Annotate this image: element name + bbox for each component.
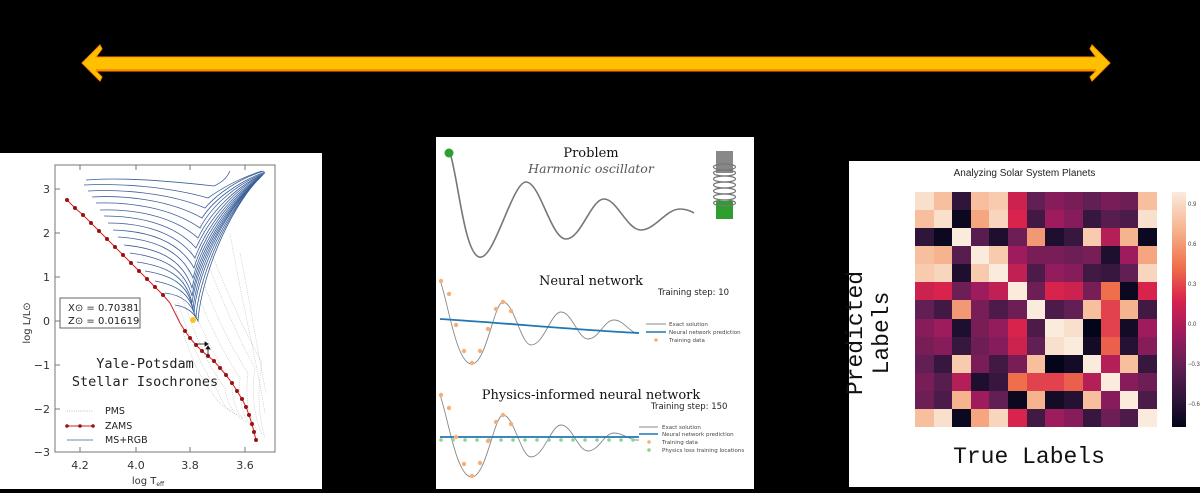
heatmap-cell: [1083, 282, 1102, 300]
heatmap-cell: [1064, 192, 1083, 210]
heatmap-cell: [1120, 391, 1139, 409]
heatmap-cell: [1138, 228, 1157, 246]
heatmap-cell: [952, 282, 971, 300]
heatmap-cell: [915, 373, 934, 391]
heatmap-cell: [989, 373, 1008, 391]
heatmap-cell: [1064, 373, 1083, 391]
heatmap-cell: [1101, 409, 1120, 427]
pinn-training-step: Training step: 150: [651, 402, 728, 412]
heatmap-cell: [1027, 264, 1046, 282]
heatmap-cell: [1027, 319, 1046, 337]
heatmap-cell: [1101, 337, 1120, 355]
heatmap-cell: [1064, 246, 1083, 264]
arrow-shape: [82, 45, 1110, 81]
heatmap-cell: [1120, 337, 1139, 355]
heatmap-cell: [1138, 264, 1157, 282]
heatmap-cell: [1045, 355, 1064, 373]
heatmap-cell: [1008, 409, 1027, 427]
heatmap-cell: [915, 228, 934, 246]
heatmap-cell: [1064, 300, 1083, 318]
heatmap-cell: [1045, 409, 1064, 427]
heatmap-cell: [1064, 228, 1083, 246]
heatmap-cell: [1120, 192, 1139, 210]
heatmap-cell: [934, 210, 953, 228]
heatmap-cell: [1083, 264, 1102, 282]
heatmap-cell: [1120, 319, 1139, 337]
isochrone-chart: [0, 153, 322, 489]
y-tick: −2: [33, 403, 50, 416]
problem-title: Problem: [563, 146, 619, 161]
heatmap-cell: [989, 355, 1008, 373]
heatmap-cell: [952, 391, 971, 409]
heatmap-cell: [1064, 409, 1083, 427]
heatmap-cell: [1064, 391, 1083, 409]
legend: [65, 406, 147, 446]
heatmap-cell: [1138, 409, 1157, 427]
heatmap-cell: [1027, 192, 1046, 210]
nn-training-step: Training step: 10: [658, 288, 730, 298]
heatmap-cell: [1120, 373, 1139, 391]
x-composition: X⊙ = 0.70381: [68, 303, 140, 314]
heatmap-cell: [1045, 373, 1064, 391]
legend-prediction: Neural network prediction: [669, 330, 741, 336]
heatmap-cell: [915, 355, 934, 373]
heatmap-cell: [1101, 355, 1120, 373]
legend-exact: Exact solution: [669, 322, 708, 328]
heatmap-cell: [1083, 319, 1102, 337]
heatmap-cell: [1027, 391, 1046, 409]
heatmap-cell: [971, 264, 990, 282]
heatmap-cell: [1138, 246, 1157, 264]
heatmap-cell: [952, 319, 971, 337]
heatmap-cell: [1027, 373, 1046, 391]
y-tick: 3: [43, 183, 50, 196]
heatmap-cell: [915, 319, 934, 337]
heatmap-cell: [952, 300, 971, 318]
heatmap-title: Analyzing Solar System Planets: [953, 168, 1096, 179]
heatmap-cell: [1064, 282, 1083, 300]
y-axis-label: log L/L⊙: [22, 302, 33, 344]
heatmap-cell: [1083, 192, 1102, 210]
heatmap-cell: [1138, 337, 1157, 355]
heatmap-cell: [989, 192, 1008, 210]
legend-training: Training data: [662, 440, 698, 446]
heatmap-cell: [1008, 210, 1027, 228]
legend-zams: ZAMS: [105, 421, 133, 432]
heatmap-cell: [1027, 228, 1046, 246]
heatmap-cell: [1045, 210, 1064, 228]
heatmap-cell: [1064, 210, 1083, 228]
heatmap-cell: [1045, 337, 1064, 355]
colorbar-tick: −0.6: [1188, 402, 1200, 408]
heatmap-cell: [952, 373, 971, 391]
heatmap-cell: [1008, 246, 1027, 264]
heatmap-cell: [1027, 337, 1046, 355]
heatmap-cell: [1045, 300, 1064, 318]
heatmap-cell: [1027, 300, 1046, 318]
heatmap-cell: [989, 210, 1008, 228]
heatmap-cell: [1138, 355, 1157, 373]
heatmap-cell: [971, 246, 990, 264]
heatmap-cell: [1083, 373, 1102, 391]
heatmap-cell: [971, 192, 990, 210]
heatmap-cell: [1045, 228, 1064, 246]
pinn-title: Physics-informed neural network: [481, 388, 701, 403]
heatmap-cell: [1120, 228, 1139, 246]
heatmap-cell: [1045, 319, 1064, 337]
legend-prediction: Neural network prediction: [662, 432, 734, 438]
heatmap-cell: [934, 282, 953, 300]
x-tick: 3.8: [181, 459, 199, 472]
heatmap-cell: [934, 228, 953, 246]
pinn-diagram: [436, 137, 754, 489]
heatmap-cell: [934, 300, 953, 318]
heatmap-y-label: Predicted Labels: [843, 270, 895, 396]
heatmap-cell: [989, 300, 1008, 318]
pinn-training-points: [439, 393, 513, 478]
heatmap-cell: [1083, 246, 1102, 264]
problem-subtitle: Harmonic oscillator: [528, 161, 654, 176]
y-tick: −3: [33, 446, 50, 459]
heatmap-cell: [915, 337, 934, 355]
heatmap-cell: [971, 210, 990, 228]
pointer-arrows-icon: [196, 342, 210, 356]
heatmap-cell: [971, 409, 990, 427]
heatmap-cell: [1064, 337, 1083, 355]
heatmap-cell: [1101, 246, 1120, 264]
heatmap-cell: [1083, 409, 1102, 427]
heatmap-cell: [1064, 319, 1083, 337]
heatmap-cell: [1101, 264, 1120, 282]
colorbar-tick: 0.3: [1188, 282, 1197, 288]
heatmap-cell: [989, 228, 1008, 246]
legend-training: Training data: [669, 338, 705, 344]
colorbar: [1172, 192, 1186, 427]
heatmap-cell: [1008, 355, 1027, 373]
nn-legend: [646, 322, 741, 344]
heatmap-cell: [1083, 210, 1102, 228]
heatmap-cell: [934, 319, 953, 337]
heatmap-cell: [971, 337, 990, 355]
heatmap-cell: [1008, 319, 1027, 337]
chart-title-line2: Stellar Isochrones: [71, 374, 219, 390]
heatmap-cell: [1008, 300, 1027, 318]
heatmap-cell: [1083, 391, 1102, 409]
z-composition: Z⊙ = 0.01619: [68, 316, 140, 327]
heatmap-cell: [971, 228, 990, 246]
heatmap-cell: [1045, 282, 1064, 300]
heatmap-cell: [952, 409, 971, 427]
spring-mass-icon: [714, 151, 736, 219]
heatmap-cell: [1083, 355, 1102, 373]
heatmap-cell: [934, 355, 953, 373]
heatmap-cell: [934, 246, 953, 264]
heatmap-cell: [971, 391, 990, 409]
legend-physics-loss: Physics loss training locations: [662, 448, 745, 454]
isochrone-chart-card: [0, 153, 322, 489]
heatmap-cell: [1027, 409, 1046, 427]
heatmap-cell: [1101, 391, 1120, 409]
heatmap-cell: [989, 409, 1008, 427]
heatmap-cell: [1008, 264, 1027, 282]
heatmap-cell: [989, 264, 1008, 282]
heatmap-cell: [1138, 391, 1157, 409]
heatmap-cell: [1027, 210, 1046, 228]
heatmap-cell: [1064, 355, 1083, 373]
heatmap-cell: [934, 264, 953, 282]
x-tick: 4.0: [127, 459, 145, 472]
chart-title-line1: Yale-Potsdam: [96, 356, 194, 372]
heatmap-cell: [952, 246, 971, 264]
heatmap-cell: [934, 373, 953, 391]
heatmap-cell: [1008, 282, 1027, 300]
heatmap-cell: [971, 373, 990, 391]
heatmap-cell: [934, 337, 953, 355]
heatmap-cell: [952, 228, 971, 246]
heatmap-cell: [952, 355, 971, 373]
heatmap-cell: [1101, 373, 1120, 391]
pinn-exact-curve: [440, 395, 639, 477]
heatmap-cell: [1083, 228, 1102, 246]
heatmap-x-label: True Labels: [953, 444, 1105, 470]
legend-exact: Exact solution: [662, 425, 701, 431]
heatmap-cell: [1101, 192, 1120, 210]
heatmap-cell: [1120, 246, 1139, 264]
heatmap-cell: [952, 264, 971, 282]
y-tick: −1: [33, 359, 50, 372]
heatmap-cell: [952, 210, 971, 228]
physics-loss-points: [439, 438, 635, 442]
heatmap-cell: [1120, 282, 1139, 300]
y-tick: 1: [43, 271, 50, 284]
heatmap-cell: [1120, 264, 1139, 282]
heatmap-cell: [971, 282, 990, 300]
heatmap-cell: [1008, 391, 1027, 409]
heatmap-cell: [1083, 300, 1102, 318]
heatmap-cell: [915, 210, 934, 228]
double-headed-arrow-icon: [0, 0, 1200, 140]
pinn-legend: [639, 425, 744, 454]
heatmap-cell: [934, 192, 953, 210]
heatmap-cell: [915, 264, 934, 282]
heatmap-cell: [1083, 337, 1102, 355]
heatmap-cell: [1027, 246, 1046, 264]
heatmap-cell: [1138, 282, 1157, 300]
heatmap-cell: [971, 319, 990, 337]
heatmap-cell: [1101, 300, 1120, 318]
heatmap-cell: [915, 192, 934, 210]
heatmap-cell: [1120, 210, 1139, 228]
y-tick: 2: [43, 227, 50, 240]
heatmap-cell: [915, 246, 934, 264]
colorbar-tick: 0.9: [1188, 202, 1197, 208]
legend-msrgb: MS+RGB: [105, 435, 148, 446]
heatmap-cell: [934, 409, 953, 427]
colorbar-tick: −0.3: [1188, 362, 1200, 368]
heatmap-card: [843, 161, 1200, 487]
heatmap-cell: [1045, 264, 1064, 282]
heatmap-cell: [952, 192, 971, 210]
heatmap-cell: [989, 282, 1008, 300]
heatmap-cell: [1045, 391, 1064, 409]
heatmap-cell: [1045, 246, 1064, 264]
y-tick: 0: [43, 315, 50, 328]
heatmap-cell: [915, 282, 934, 300]
heatmap-cell: [1138, 373, 1157, 391]
heatmap-cell: [989, 246, 1008, 264]
x-axis-label: $\log T_{eff}$: [131, 476, 165, 488]
heatmap-cell: [1008, 228, 1027, 246]
heatmap-cell: [1120, 300, 1139, 318]
heatmap-cell: [1027, 282, 1046, 300]
heatmap-cell: [1101, 319, 1120, 337]
heatmap-cell: [989, 319, 1008, 337]
colorbar-tick: 0.0: [1188, 322, 1197, 328]
heatmap-cell: [971, 300, 990, 318]
heatmap-cell: [1120, 355, 1139, 373]
nn-title: Neural network: [538, 274, 644, 289]
heatmap-cell: [1138, 210, 1157, 228]
heatmap-cell: [952, 337, 971, 355]
heatmap-cell: [915, 391, 934, 409]
pinn-diagram-card: [436, 137, 754, 489]
heatmap-cell: [989, 337, 1008, 355]
heatmap-cell: [1120, 409, 1139, 427]
heatmap-cell: [971, 355, 990, 373]
heatmap-cell: [989, 391, 1008, 409]
heatmap-grid: [915, 192, 1157, 427]
heatmap-cell: [1101, 282, 1120, 300]
nn-exact-curve: [440, 280, 639, 364]
heatmap-cell: [934, 391, 953, 409]
heatmap-cell: [1008, 373, 1027, 391]
heatmap-cell: [1008, 337, 1027, 355]
heatmap-cell: [1101, 210, 1120, 228]
heatmap-cell: [1138, 319, 1157, 337]
heatmap-cell: [1101, 228, 1120, 246]
heatmap-cell: [1138, 192, 1157, 210]
heatmap-cell: [1138, 300, 1157, 318]
pms-curves: [176, 223, 266, 438]
x-tick: 4.2: [71, 459, 89, 472]
heatmap-cell: [915, 300, 934, 318]
colorbar-tick: 0.6: [1188, 242, 1197, 248]
start-point-icon: [445, 149, 454, 158]
heatmap-cell: [1045, 192, 1064, 210]
x-tick: 3.6: [236, 459, 254, 472]
legend-pms: PMS: [105, 406, 125, 417]
heatmap-cell: [915, 409, 934, 427]
heatmap-cell: [1027, 355, 1046, 373]
heatmap-cell: [1008, 192, 1027, 210]
heatmap-cell: [1064, 264, 1083, 282]
sun-marker-icon: [190, 317, 196, 323]
